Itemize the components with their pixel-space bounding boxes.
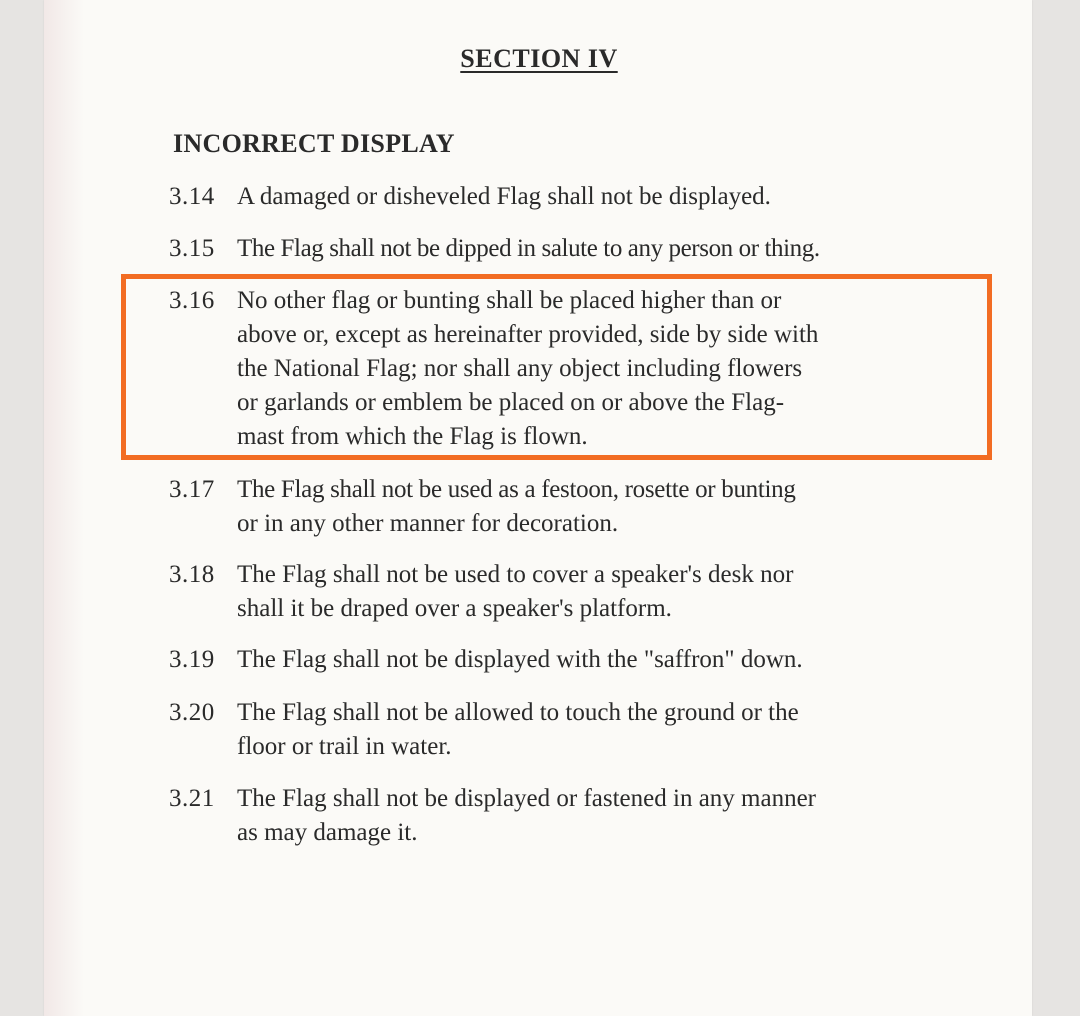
clause-line: mast from which the Flag is flown. [237, 423, 588, 450]
clause-line: above or, except as hereinafter provided, side by side with [237, 321, 819, 348]
clause-3-15 [169, 232, 909, 266]
clause-text [237, 558, 909, 626]
clause-line: or garlands or emblem be placed on or above the Flag- [237, 389, 785, 416]
clause-3-16 [169, 284, 909, 454]
clause-3-20 [169, 696, 909, 764]
clause-text [237, 473, 909, 541]
document-page [44, 0, 1032, 1016]
clause-line: shall it be draped over a speaker's platform. [237, 595, 672, 622]
clause-line: No other flag or bunting shall be placed higher than or [237, 287, 782, 314]
clause-text [237, 180, 909, 214]
clause-text [237, 232, 909, 266]
clause-line: or in any other manner for decoration. [237, 510, 619, 537]
clause-text [237, 284, 909, 454]
clause-line: A damaged or disheveled Flag shall not be displayed. [237, 183, 771, 210]
section-heading: INCORRECT DISPLAY [173, 129, 455, 158]
clause-line: as may damage it. [237, 819, 418, 846]
clause-line: The Flag shall not be displayed or fastened in any manner [237, 785, 817, 812]
clause-3-14 [169, 180, 909, 214]
clause-text [237, 643, 909, 677]
document-content [44, 0, 1032, 1016]
clause-line: The Flag shall not be used to cover a speaker's desk nor [237, 561, 794, 588]
clause-line: The Flag shall not be dipped in salute to any person or thing. [237, 235, 820, 262]
clause-number: 3.21 [169, 785, 215, 812]
clause-3-19 [169, 643, 909, 677]
clause-line: the National Flag; nor shall any object including flowers [237, 355, 803, 382]
clause-3-18 [169, 558, 909, 626]
clause-line: The Flag shall not be used as a festoon, rosette or bunting [237, 476, 796, 503]
clause-3-17 [169, 473, 909, 541]
clause-number: 3.18 [169, 561, 215, 588]
section-title: SECTION IV [460, 44, 618, 73]
clause-number: 3.17 [169, 476, 215, 503]
clause-number: 3.16 [169, 287, 215, 314]
clause-text [237, 696, 909, 764]
clause-number: 3.20 [169, 699, 215, 726]
clause-line: floor or trail in water. [237, 733, 452, 760]
clause-text [237, 782, 909, 850]
clause-line: The Flag shall not be displayed with the "saffron" down. [237, 646, 803, 673]
clause-number: 3.14 [169, 183, 215, 210]
clause-number: 3.19 [169, 646, 215, 673]
clause-number: 3.15 [169, 235, 215, 262]
clause-line: The Flag shall not be allowed to touch the ground or the [237, 699, 799, 726]
clause-3-21 [169, 782, 909, 850]
